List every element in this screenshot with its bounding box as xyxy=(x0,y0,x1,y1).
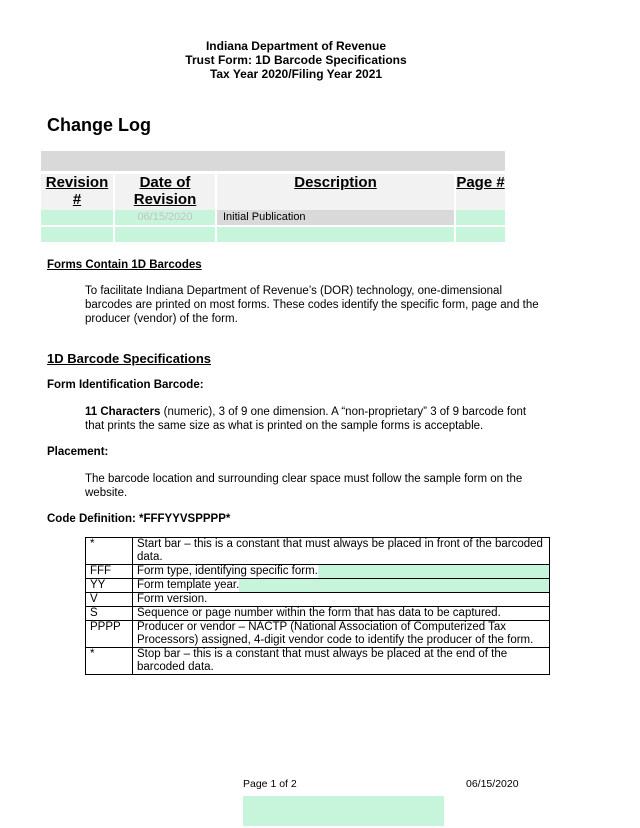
row2-date xyxy=(115,227,215,242)
doc-header-year: Tax Year 2020/Filing Year 2021 xyxy=(209,67,383,81)
code-key: FFF xyxy=(86,565,133,579)
forms-paragraph xyxy=(85,284,555,326)
change-log-gray-band xyxy=(41,151,505,171)
table-row xyxy=(86,607,550,621)
placement-line-2: website. xyxy=(85,487,128,499)
doc-header-form: Trust Form: 1D Barcode Specifications xyxy=(185,53,407,67)
table-row xyxy=(86,565,550,579)
code-desc-line: data. xyxy=(137,551,163,563)
code-definition-label: Code Definition: *FFFYYVSPPPP* xyxy=(47,513,231,525)
code-desc-line: Stop bar – this is a constant that must always be placed at the end of the xyxy=(137,648,508,660)
code-definition-table xyxy=(85,537,550,675)
placement-paragraph xyxy=(85,472,555,500)
change-log-table xyxy=(41,172,505,244)
col-header-page: Page # xyxy=(456,174,505,210)
footer-page-number: Page 1 of 2 xyxy=(243,778,297,790)
placement-label: Placement: xyxy=(47,446,109,458)
code-desc xyxy=(133,648,550,675)
forms-para-line: To facilitate Indiana Department of Revenue’s (DOR) technology, one-dimensional xyxy=(85,285,502,297)
code-key: S xyxy=(86,607,133,621)
code-desc xyxy=(133,538,550,565)
code-desc-line: Producer or vendor – NACTP (National Association of Computerized Tax xyxy=(137,621,507,633)
table-row xyxy=(86,538,550,565)
code-desc: Form version. xyxy=(133,593,550,607)
code-key: V xyxy=(86,593,133,607)
forms-section-heading: Forms Contain 1D Barcodes xyxy=(47,259,202,271)
code-desc-line: Processors) assigned, 4-digit vendor code to identify the producer of the form. xyxy=(137,634,534,646)
code-key: * xyxy=(86,648,133,675)
spec-section-heading: 1D Barcode Specifications xyxy=(47,351,211,366)
code-key: * xyxy=(86,538,133,565)
table-row xyxy=(86,579,550,593)
code-desc xyxy=(133,579,550,593)
row1-description: Initial Publication xyxy=(217,210,454,225)
doc-header-agency: Indiana Department of Revenue xyxy=(205,39,387,53)
placement-line-1: The barcode location and surrounding clear space must follow the sample form on the xyxy=(85,473,523,485)
code-desc xyxy=(133,565,550,579)
col-header-revision: Revision # xyxy=(41,174,113,210)
table-row xyxy=(86,621,550,648)
row1-date: 06/15/2020 xyxy=(115,210,215,225)
code-desc: Sequence or page number within the form that has data to be captured. xyxy=(133,607,550,621)
code-desc-line: Start bar – this is a constant that must always be placed in front of the barcoded xyxy=(137,538,543,550)
chars-rest: (numeric), 3 of 9 one dimension. A “non-proprietary” 3 of 9 barcode font xyxy=(160,406,527,418)
footer-highlight-band xyxy=(243,796,444,826)
code-desc-line: barcoded data. xyxy=(137,661,214,673)
col-header-date: Date of Revision xyxy=(115,174,215,210)
table-row xyxy=(86,648,550,675)
change-log-title: Change Log xyxy=(47,115,151,135)
chars-bold: 11 Characters xyxy=(85,406,161,418)
code-desc-highlight xyxy=(239,579,549,592)
code-desc-highlight xyxy=(318,565,549,578)
row1-page xyxy=(456,210,505,225)
code-key: PPPP xyxy=(86,621,133,648)
forms-para-line: barcodes are printed on most forms. These codes identify the specific form, page and the xyxy=(85,299,539,311)
code-desc-line: Form template year. xyxy=(137,579,240,591)
row1-revision xyxy=(41,210,113,225)
chars-paragraph xyxy=(85,405,555,433)
code-desc-line: Form type, identifying specific form. xyxy=(137,565,318,577)
form-id-label: Form Identification Barcode: xyxy=(47,379,204,391)
footer-date: 06/15/2020 xyxy=(466,778,519,790)
forms-para-line: producer (vendor) of the form. xyxy=(85,313,238,325)
row2-description xyxy=(217,227,454,242)
col-header-description: Description xyxy=(217,174,454,210)
code-key: YY xyxy=(86,579,133,593)
chars-line-2: that prints the same size as what is printed on the sample forms is acceptable. xyxy=(85,420,484,432)
chars-line-1 xyxy=(85,405,555,419)
row2-page xyxy=(456,227,505,242)
row2-revision xyxy=(41,227,113,242)
table-row xyxy=(86,593,550,607)
code-desc xyxy=(133,621,550,648)
